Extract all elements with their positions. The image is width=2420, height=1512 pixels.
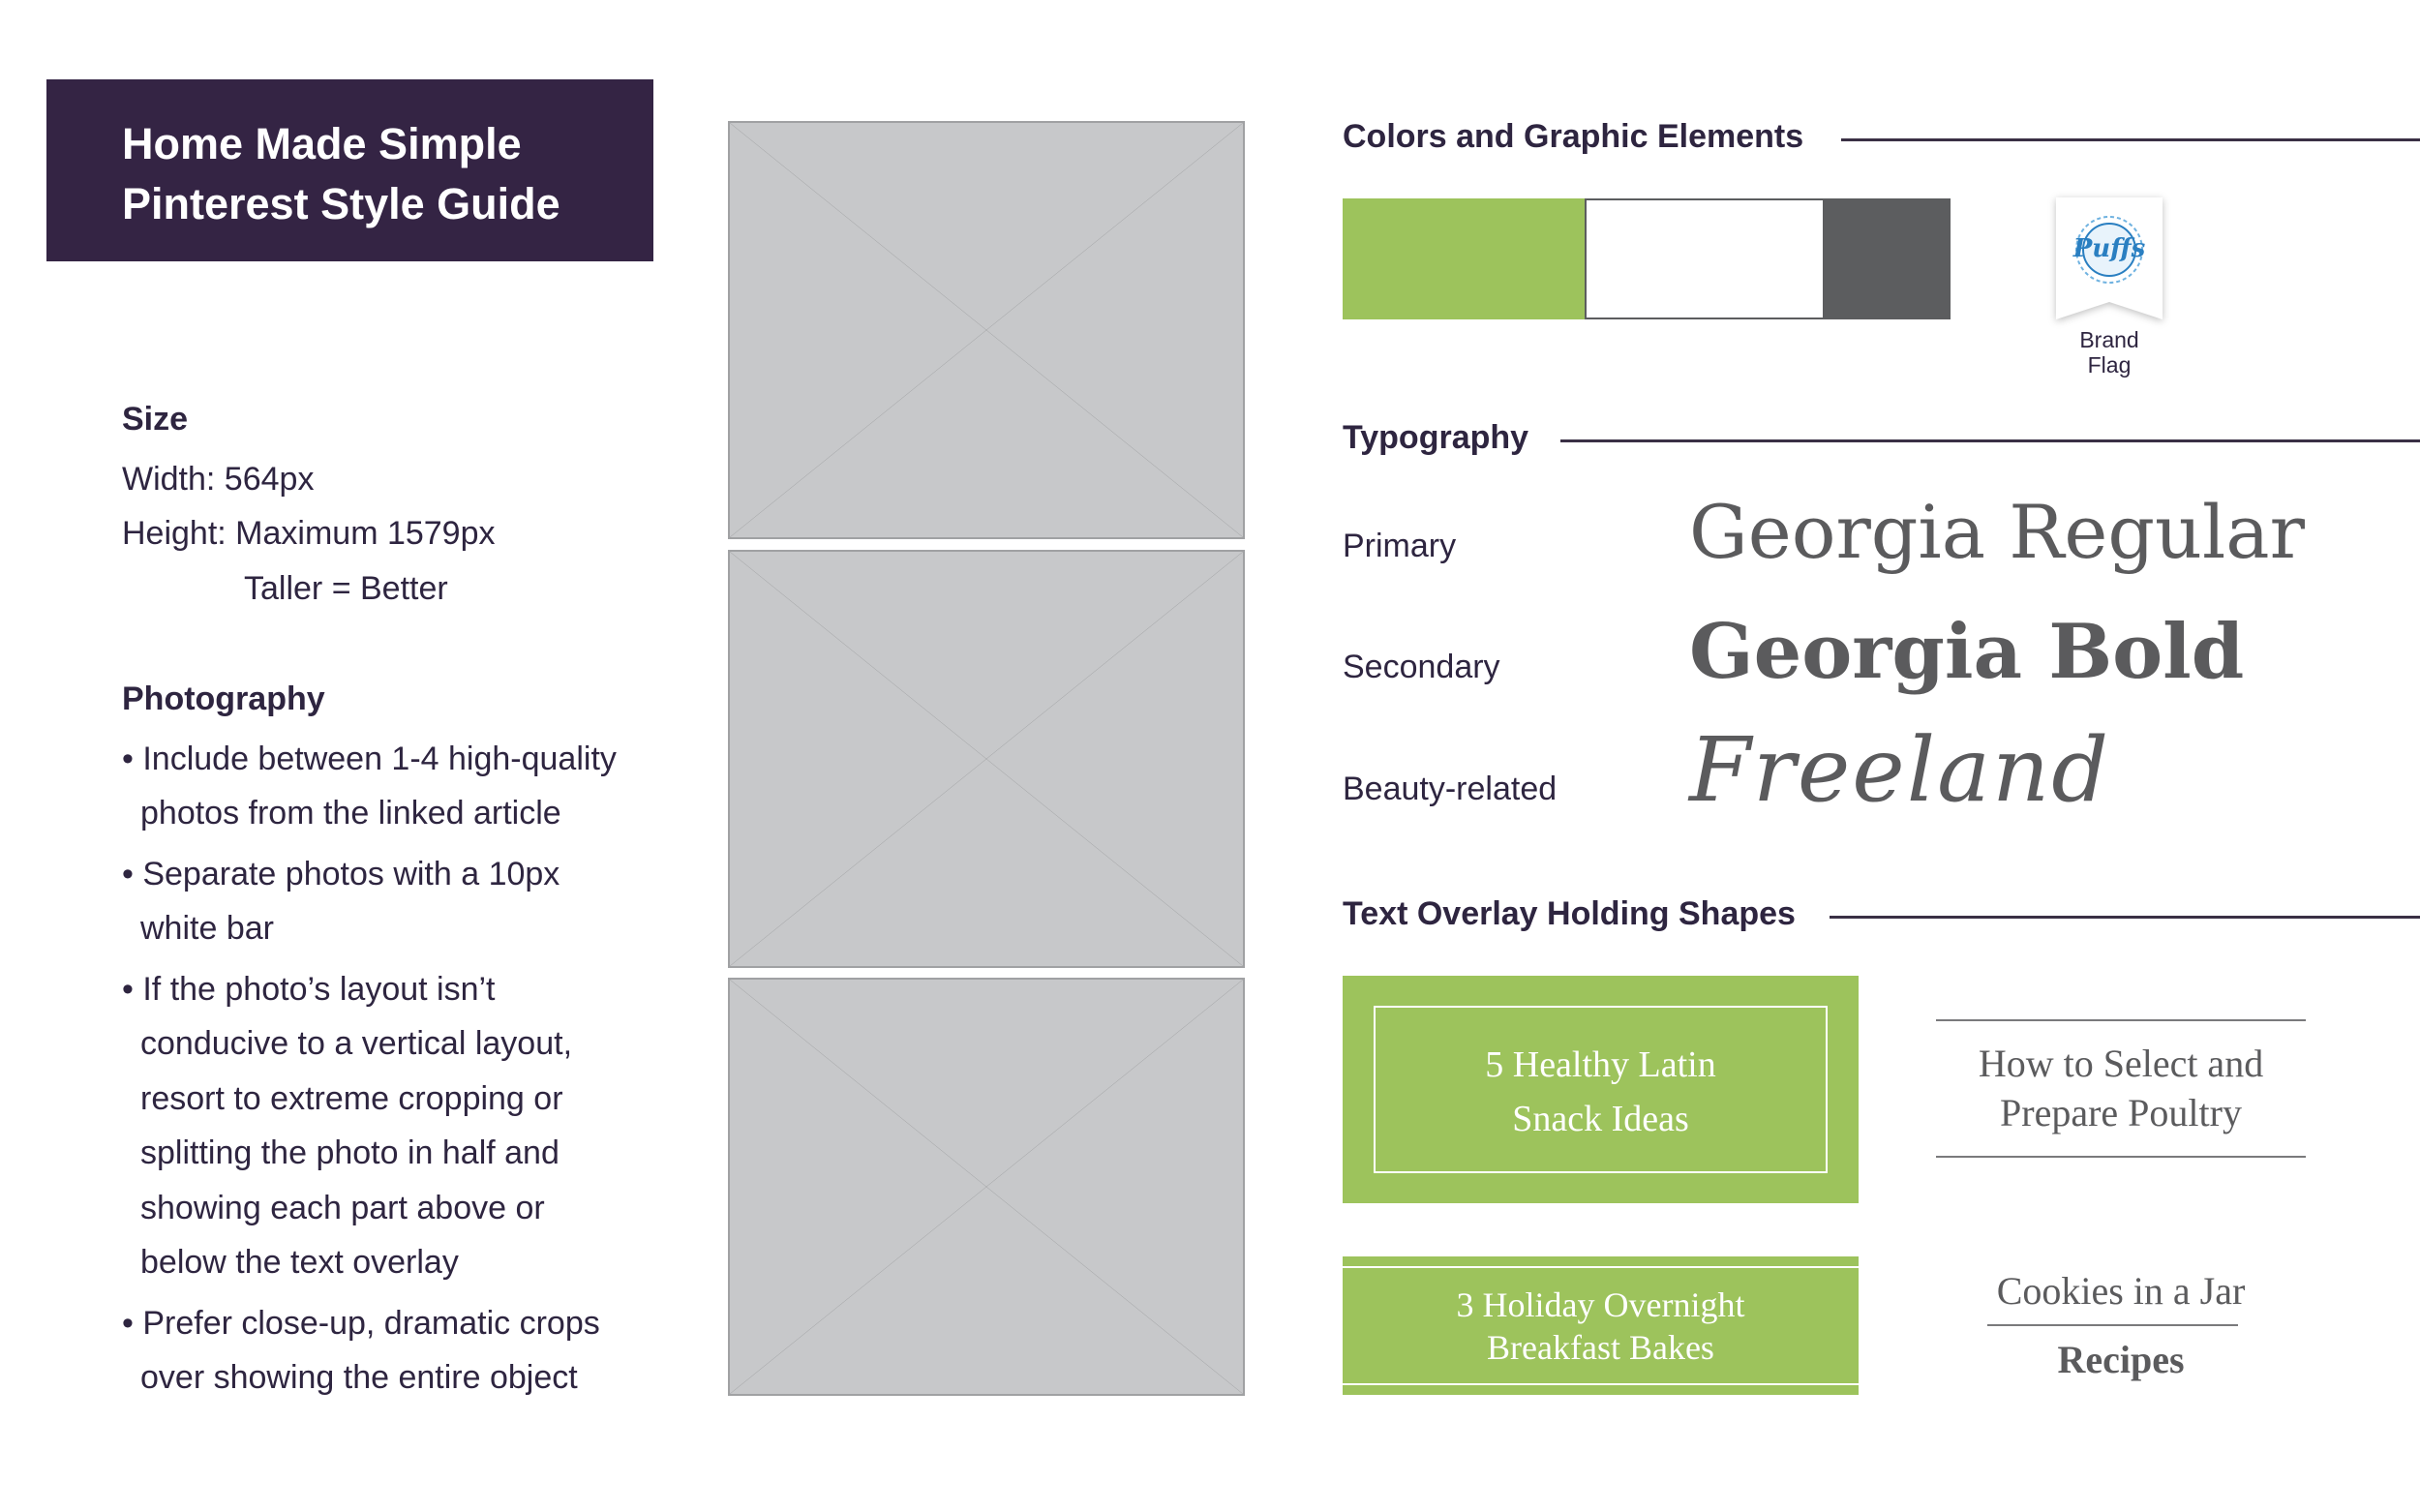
overlay-shape-ruled-line-1: How to Select and [1978, 1042, 2264, 1085]
typography-divider [1560, 439, 2420, 442]
typography-sample-primary: Georgia Regular [1689, 489, 2305, 575]
photography-line: • Include between 1-4 high-quality [122, 741, 617, 777]
photography-heading: Photography [122, 680, 325, 717]
photography-line: below the text overlay [140, 1244, 459, 1281]
overlay-shape-ruled-top-line [1936, 1019, 2306, 1021]
color-swatch-green [1343, 198, 1585, 319]
photography-line: photos from the linked article [140, 795, 561, 832]
colors-heading: Colors and Graphic Elements [1343, 118, 1804, 155]
overlay-shape-band-text [1343, 1284, 1859, 1369]
puffs-logo-text: Puffs [2072, 234, 2146, 263]
typography-label-beauty: Beauty-related [1343, 771, 1558, 807]
brand-flag [2054, 197, 2164, 323]
size-width: Width: 564px [122, 461, 315, 498]
overlay-shape-ruled-bottom-line [1936, 1156, 2306, 1158]
overlay-shape-band-line-2: Breakfast Bakes [1487, 1328, 1714, 1367]
typography-sample-secondary: Georgia Bold [1689, 608, 2245, 696]
overlay-shape-boxed-line-2: Snack Ideas [1512, 1099, 1689, 1139]
brand-flag-label-line-2: Flag [2087, 352, 2132, 378]
typography-sample-beauty: Freeland [1689, 718, 2111, 822]
overlay-shape-split-line-2: Recipes [2057, 1338, 2185, 1381]
overlay-shape-ruled-line-2: Prepare Poultry [2000, 1091, 2242, 1134]
title-line-1: Home Made Simple [122, 119, 522, 168]
placeholder-cross-icon [730, 552, 1243, 966]
typography-label-secondary: Secondary [1343, 649, 1500, 685]
overlay-shape-boxed-line-1: 5 Healthy Latin [1485, 1044, 1716, 1085]
placeholder-cross-icon [730, 980, 1243, 1394]
photography-line: conducive to a vertical layout, [140, 1025, 573, 1062]
overlay-shape-band [1343, 1256, 1859, 1395]
brand-flag-label [2054, 327, 2164, 378]
overlay-shape-boxed [1343, 976, 1859, 1203]
title-block [46, 79, 653, 261]
placeholder-cross-icon [730, 123, 1243, 537]
photography-line: white bar [140, 910, 274, 947]
colors-divider [1841, 138, 2420, 141]
overlay-shape-ruled-text [1936, 1039, 2306, 1137]
photography-line: • Prefer close-up, dramatic crops [122, 1305, 600, 1342]
color-swatch-gray [1825, 198, 1951, 319]
photography-line: resort to extreme cropping or [140, 1080, 563, 1117]
title-line-2: Pinterest Style Guide [122, 179, 560, 228]
typography-heading: Typography [1343, 419, 1529, 456]
overlay-shape-band-top-line [1343, 1266, 1859, 1268]
photography-line: • If the photo’s layout isn’t [122, 971, 496, 1008]
photography-line: splitting the photo in half and [140, 1134, 560, 1171]
overlay-heading: Text Overlay Holding Shapes [1343, 895, 1796, 932]
overlay-shape-boxed-text [1343, 1038, 1859, 1146]
brand-flag-label-line-1: Brand [2079, 327, 2139, 352]
photo-placeholder-3 [728, 978, 1245, 1396]
typography-label-primary: Primary [1343, 528, 1457, 564]
photography-line: • Separate photos with a 10px [122, 856, 560, 892]
size-note: Taller = Better [244, 570, 448, 607]
color-swatch-white [1585, 198, 1825, 319]
overlay-shape-split-divider [1987, 1324, 2238, 1326]
size-heading: Size [122, 401, 189, 438]
photo-placeholder-2 [728, 550, 1245, 968]
overlay-shape-band-bottom-line [1343, 1383, 1859, 1385]
photography-line: over showing the entire object [140, 1359, 578, 1396]
overlay-divider [1830, 916, 2420, 919]
overlay-shape-band-line-1: 3 Holiday Overnight [1456, 1285, 1745, 1324]
size-height: Height: Maximum 1579px [122, 515, 496, 552]
photo-placeholder-1 [728, 121, 1245, 539]
overlay-shape-split-line-1: Cookies in a Jar [1996, 1269, 2246, 1313]
photography-line: showing each part above or [140, 1190, 545, 1226]
